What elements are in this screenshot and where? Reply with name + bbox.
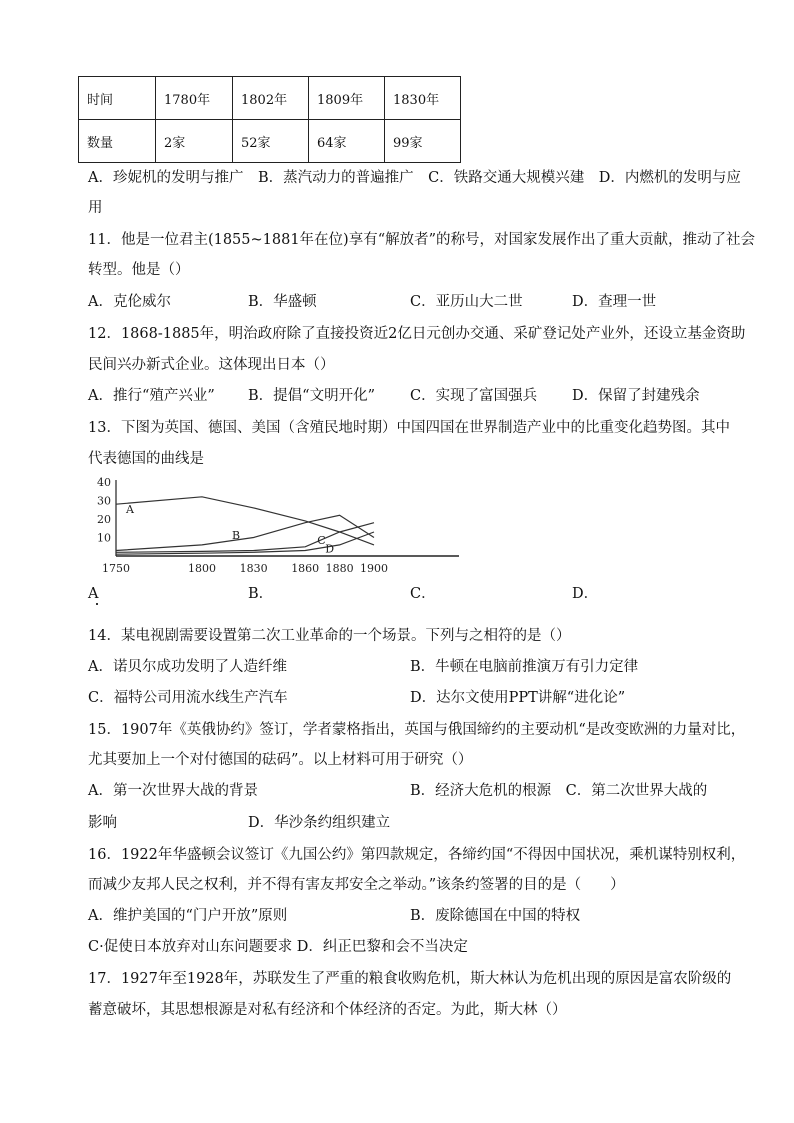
chart-series — [116, 497, 374, 554]
q12-stem: 12．1868-1885年，明治政府除了直接投资近2亿日元创办交通、采矿登记处产业外，还设立基金资助 — [88, 326, 746, 342]
table-row — [79, 120, 461, 163]
q15-option-c-wrap: 影响 — [88, 815, 117, 831]
q13-stem-cont: 代表德国的曲线是 — [88, 451, 204, 467]
q14-option-c[interactable]: C．福特公司用流水线生产汽车 — [88, 690, 288, 706]
q16-stem: 16．1922年华盛顿会议签订《九国公约》第四款规定，各缔约国“不得因中国状况，乘机谋特别权利， — [88, 847, 746, 863]
q15-option-a[interactable]: A．第一次世界大战的背景 — [88, 783, 258, 799]
y-tick-label: 20 — [97, 513, 111, 526]
x-tick-label: 1830 — [239, 562, 268, 575]
table-cell: 99家 — [385, 120, 461, 163]
q10-options: A．珍妮机的发明与推广 B．蒸汽动力的普遍推广 C．铁路交通大规模兴建 D．内燃机的发明与应 — [88, 170, 741, 186]
stray-dot — [96, 603, 98, 605]
q16-option-cd[interactable]: C·促使日本放弃对山东问题要求 D．纠正巴黎和会不当决定 — [88, 939, 468, 955]
y-tick-label: 40 — [97, 476, 111, 489]
q15-stem-cont: 尤其要加上一个对付德国的砝码”。以上材料可用于研究（） — [88, 752, 473, 768]
factory-count-table — [78, 76, 461, 163]
series-label-a: A — [126, 503, 134, 517]
y-tick-label: 30 — [97, 494, 111, 508]
x-tick-label: 1750 — [102, 562, 130, 575]
q15-option-d[interactable]: D．华沙条约组织建立 — [248, 815, 391, 831]
q11-stem: 11．他是一位君主(1855~1881年在位)享有“解放者”的称号，对国家发展作出了重大贡献，推动了社会 — [88, 232, 756, 248]
q13-option-d[interactable]: D． — [572, 586, 599, 602]
table-cell: 数量 — [79, 120, 156, 163]
q16-option-a[interactable]: A．维护美国的“门户开放”原则 — [88, 908, 288, 924]
table-cell: 1780年 — [156, 77, 233, 120]
table-cell: 1802年 — [233, 77, 309, 120]
table-cell: 时间 — [79, 77, 156, 120]
manufacturing-share-chart — [84, 476, 464, 576]
q12-option-c[interactable]: C．实现了富国强兵 — [410, 388, 538, 404]
q13-stem: 13．下图为英国、德国、美国（含殖民地时期）中国四国在世界制造产业中的比重变化趋势图。其中 — [88, 420, 730, 436]
series-label-d: D — [325, 542, 335, 556]
q13-option-b[interactable]: B． — [248, 586, 274, 602]
table-row — [79, 77, 461, 120]
x-tick-label: 1900 — [360, 562, 388, 575]
table-cell: 64家 — [309, 120, 385, 163]
q13-option-a[interactable]: A — [88, 586, 99, 602]
series-label-c: C — [317, 533, 326, 547]
chart-labels — [97, 476, 388, 575]
x-tick-label: 1800 — [188, 562, 216, 575]
q17-stem-cont: 蓄意破坏，其思想根源是对私有经济和个体经济的否定。为此，斯大林（） — [88, 1002, 567, 1018]
q12-option-d[interactable]: D．保留了封建残余 — [572, 388, 700, 404]
q15-stem: 15．1907年《英俄协约》签订，学者蒙格指出，英国与俄国缔约的主要动机“是改变欧洲的力量对比， — [88, 722, 746, 738]
q12-stem-cont: 民间兴办新式企业。这体现出日本（） — [88, 357, 335, 373]
q10-options-wrap: 用 — [88, 200, 103, 216]
series-line-a — [116, 497, 374, 545]
table-cell: 1809年 — [309, 77, 385, 120]
q17-stem: 17．1927年至1928年，苏联发生了严重的粮食收购危机，斯大林认为危机出现的原因是富农阶级的 — [88, 971, 732, 987]
q11-option-b[interactable]: B．华盛顿 — [248, 294, 317, 310]
q11-option-d[interactable]: D．查理一世 — [572, 294, 657, 310]
table-cell: 52家 — [233, 120, 309, 163]
q14-option-a[interactable]: A．诺贝尔成功发明了人造纤维 — [88, 659, 287, 675]
q12-option-a[interactable]: A．推行“殖产兴业” — [88, 388, 215, 404]
q11-option-c[interactable]: C．亚历山大二世 — [410, 294, 523, 310]
q14-stem: 14．某电视剧需要设置第二次工业革命的一个场景。下列与之相符的是（） — [88, 628, 571, 644]
q13-option-c[interactable]: C． — [410, 586, 436, 602]
q16-stem-cont: 而减少友邦人民之权利，并不得有害友邦安全之举动。”该条约签署的目的是（ ） — [88, 877, 625, 893]
table-cell: 2家 — [156, 120, 233, 163]
chart-axes — [116, 480, 459, 556]
q14-option-d[interactable]: D．达尔文使用PPT讲解“进化论” — [410, 690, 626, 706]
series-label-b: B — [232, 528, 241, 542]
q12-option-b[interactable]: B．提倡“文明开化” — [248, 388, 375, 404]
table-cell: 1830年 — [385, 77, 461, 120]
x-tick-label: 1860 — [291, 562, 320, 575]
q16-option-b[interactable]: B．废除德国在中国的特权 — [410, 908, 581, 924]
q11-stem-cont: 转型。他是（） — [88, 262, 190, 278]
q14-option-b[interactable]: B．牛顿在电脑前推演万有引力定律 — [410, 659, 639, 675]
y-tick-label: 10 — [97, 531, 111, 545]
q15-option-bc[interactable]: B．经济大危机的根源 C．第二次世界大战的 — [410, 783, 708, 799]
x-tick-label: 1880 — [325, 562, 354, 575]
q11-option-a[interactable]: A．克伦威尔 — [88, 294, 171, 310]
